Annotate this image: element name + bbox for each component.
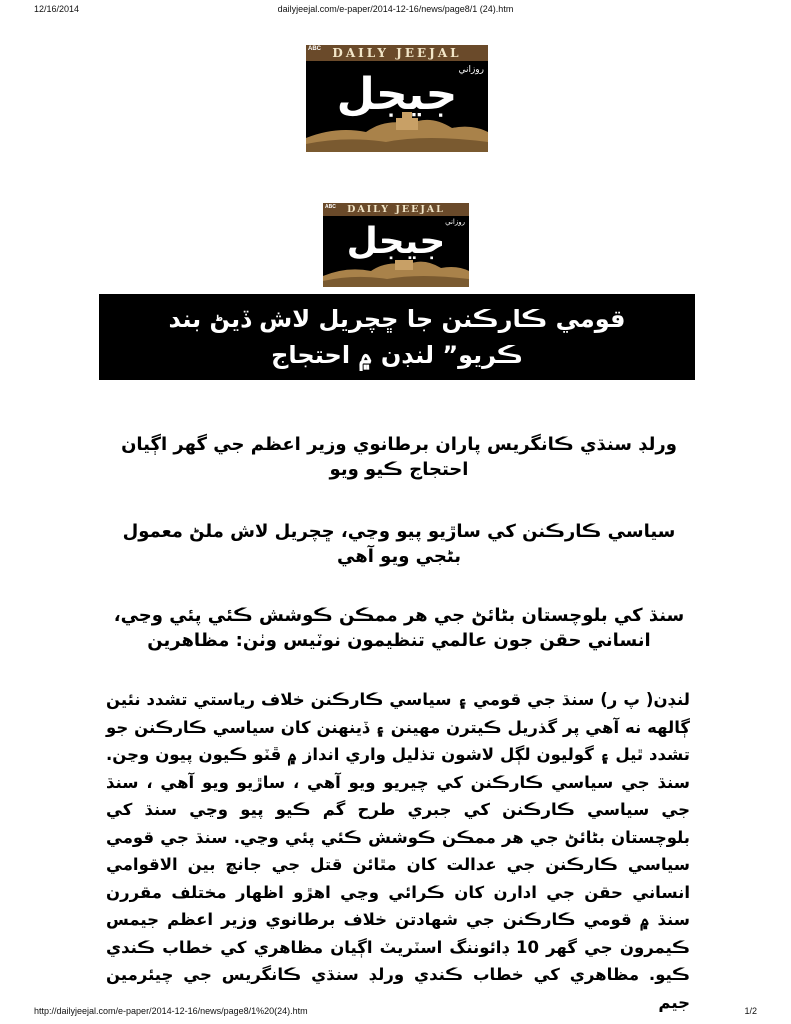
- subheading-1: ورلڊ سنڌي ڪانگريس پاران برطانوي وزير اعظم جي گهر اڳيان احتجاج ڪيو ويو: [121, 434, 677, 480]
- subheading-3: سنڌ کي بلوچستان بڻائڻ جي هر ممڪن ڪوشش ڪئي پئي وڃي، انساني حقن جون عالمي تنظيمون نوٽيس وٺن: مظاهرين: [113, 605, 685, 651]
- logo-urdu-name: جيجل: [346, 221, 446, 262]
- logo-daily-word: روزاني: [445, 218, 465, 226]
- logo-english-name: DAILY JEEJAL: [347, 203, 445, 215]
- article-headline: قومي ڪارڪنن جا ڇچريل لاش ڏيڻ بند ڪريو” لنڊن ۾ احتجاج: [99, 294, 695, 380]
- print-date: 12/16/2014: [34, 4, 80, 14]
- print-url: dailyjeejal.com/e-paper/2014-12-16/news/page8/1 (24).htm: [277, 4, 514, 14]
- print-page-number: 1/2: [744, 1006, 757, 1016]
- print-footer-url: http://dailyjeejal.com/e-paper/2014-12-16/news/page8/1%20(24).htm: [34, 1006, 308, 1016]
- logo-english-name: DAILY JEEJAL: [332, 46, 462, 61]
- logo-daily-word: روزاني: [458, 65, 484, 75]
- logo-urdu-name: جيجل: [336, 69, 458, 120]
- subheading-2: سياسي ڪارڪنن کي ساڙيو پيو وڃي، ڇچريل لاش ملڻ معمول بڻجي ويو آهي: [122, 521, 676, 567]
- article-body: لنڊن( پ ر) سنڌ جي قومي ۽ سياسي ڪارڪنن خلاف رياستي تشدد نئين ڳالهه نه آهي پر گذريل ڪيترن مهينن ۽ ڏينهنن کان سياسي ڪارڪنن جو تشدد ٿيل ۽ گوليون لڳل لاشون تذليل واري انداز ۾ ڦٽو ڪيون پيون وڃن. سنڌ جي سياسي ڪارڪنن کي چيريو ويو آهي ، ساڙيو ويو آهي ، سنڌ جي سياسي ڪارڪنن کي جبري طرح گم ڪيو پيو وڃي سنڌ کي بلوچستان بڻائڻ جي هر ممڪن ڪوشش ڪئي پئي وڃي. سنڌ جي قومي سياسي ڪارڪنن جي عدالت کان مٿائن قتل جي جانچ بين الاقوامي انساني حقن جي ادارن کان ڪرائي وڃي اهڙو اظهار مختلف مقررن سنڌ ۾ قومي ڪارڪنن جي شهادتن خلاف برطانوي وزير اعظم جيمس ڪيمرون جي گهر 10 ڊائوننگ اسٽريٽ اڳيان مظاهري کي خطاب ڪندي ڪيو. مظاهري کي خطاب ڪندي ورلڊ سنڌي ڪانگريس جي چيئرمين جيم: [106, 690, 691, 1012]
- logo-abc-mark: ABC: [308, 46, 321, 52]
- newspaper-logo-top: [306, 45, 488, 152]
- logo-abc-mark: ABC: [325, 204, 336, 210]
- newspaper-logo-article: [323, 203, 469, 287]
